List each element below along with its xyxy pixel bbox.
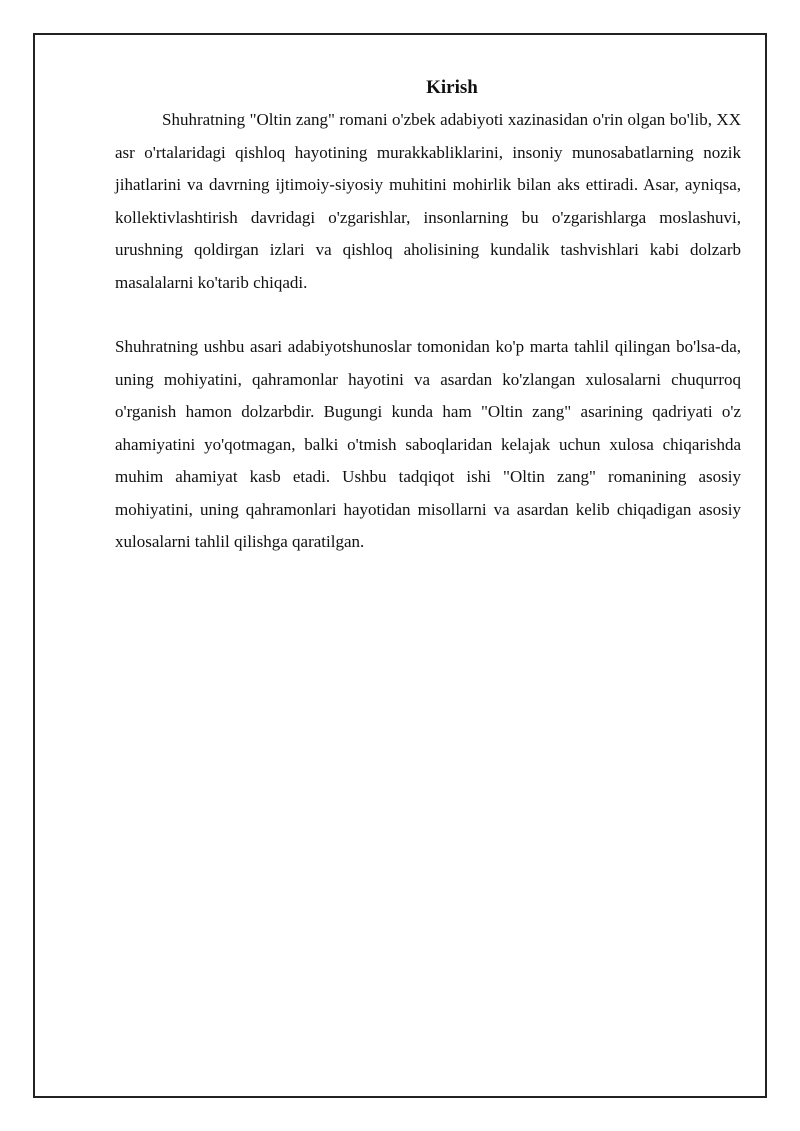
paragraph-spacer xyxy=(115,299,741,331)
paragraph-1: Shuhratning "Oltin zang" romani o'zbek adabiyoti xazinasidan o'rin olgan bo'lib, XX asr o'rtalaridagi qishloq hayotining murakkabliklarini, insoniy munosabatlarning nozik jihatlarini va davrning ijtimoiy-siyosiy muhitini mohirlik bilan aks ettiradi. Asar, ayniqsa, kollektivlashtirish davridagi o'zgarishlar, insonlarning bu o'zgarishlarga moslashuvi, urushning qoldirgan izlari va qishloq aholisining kundalik tashvishlari kabi dolzarb masalalarni ko'tarib chiqadi. xyxy=(115,110,741,292)
section-title: Kirish xyxy=(426,77,478,98)
document-body xyxy=(115,76,741,559)
paragraph-2: Shuhratning ushbu asari adabiyotshunoslar tomonidan ko'p marta tahlil qilingan bo'lsa-da, uning mohiyatini, qahramonlar hayotini va asardan ko'zlangan xulosalarni chuqurroq o'rganish hamon dolzarbdir. Bugungi kunda ham "Oltin zang" asarining qadriyati o'z ahamiyatini yo'qotmagan, balki o'tmish saboqlaridan kelajak uchun xulosa chiqarishda muhim ahamiyat kasb etadi. Ushbu tadqiqot ishi "Oltin zang" romanining asosiy mohiyatini, uning qahramonlari hayotidan misollarni va asardan kelib chiqadigan asosiy xulosalarni tahlil qilishga qaratilgan. xyxy=(115,337,741,551)
